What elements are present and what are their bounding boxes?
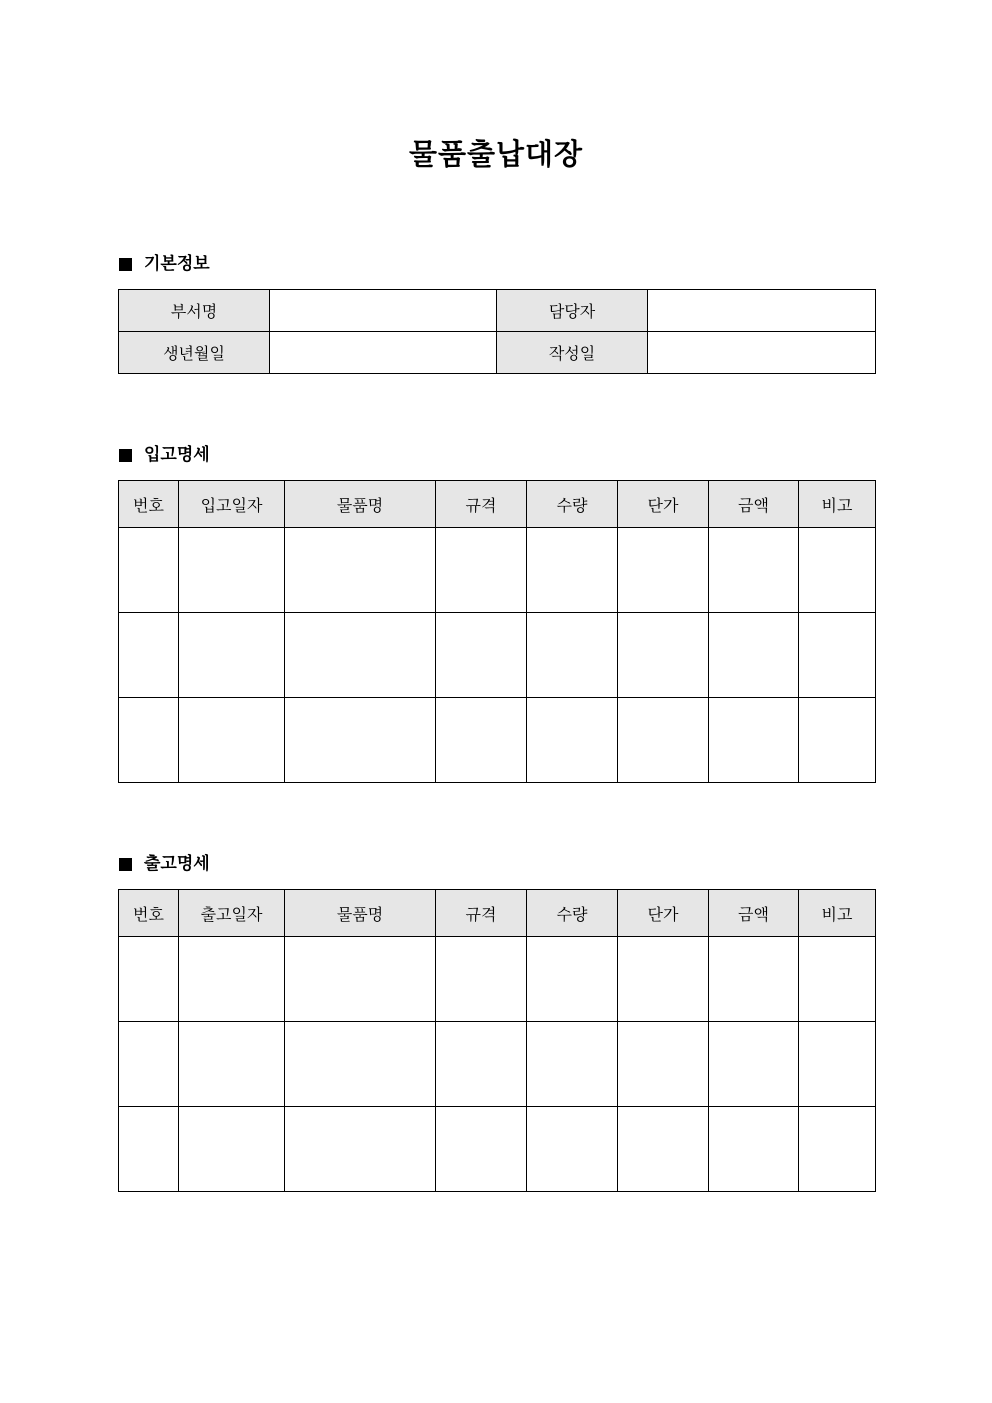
table-cell[interactable] [285, 613, 436, 698]
inbound-heading [119, 444, 210, 466]
table-cell[interactable] [436, 613, 527, 698]
written-date-label: 작성일 [497, 332, 648, 374]
outbound-table [118, 889, 876, 1192]
inbound-table [118, 480, 876, 783]
column-header-spec: 규격 [436, 481, 527, 528]
column-header-number: 번호 [119, 890, 179, 937]
table-cell[interactable] [709, 937, 799, 1022]
table-cell[interactable] [119, 1022, 179, 1107]
table-cell[interactable] [285, 528, 436, 613]
table-cell[interactable] [285, 1022, 436, 1107]
table-cell[interactable] [119, 937, 179, 1022]
table-cell[interactable] [527, 1107, 618, 1192]
table-cell[interactable] [618, 937, 709, 1022]
manager-field[interactable] [648, 290, 876, 332]
basic-info-heading-text: 기본정보 [144, 254, 210, 274]
table-row [119, 290, 876, 332]
table-cell[interactable] [527, 1022, 618, 1107]
table-cell[interactable] [119, 613, 179, 698]
table-cell[interactable] [179, 937, 285, 1022]
birthdate-field[interactable] [270, 332, 497, 374]
department-label: 부서명 [119, 290, 270, 332]
table-header-row [119, 890, 876, 937]
table-row [119, 698, 876, 783]
table-cell[interactable] [119, 528, 179, 613]
table-cell[interactable] [119, 1107, 179, 1192]
table-row [119, 937, 876, 1022]
table-cell[interactable] [618, 1107, 709, 1192]
page-title: 물품출납대장 [408, 137, 584, 171]
column-header-remarks: 비고 [799, 481, 876, 528]
column-header-unit-price: 단가 [618, 890, 709, 937]
black-square-icon [119, 858, 132, 871]
table-cell[interactable] [527, 698, 618, 783]
table-cell[interactable] [436, 937, 527, 1022]
table-cell[interactable] [179, 1022, 285, 1107]
table-cell[interactable] [527, 528, 618, 613]
column-header-number: 번호 [119, 481, 179, 528]
table-row [119, 528, 876, 613]
table-cell[interactable] [436, 1107, 527, 1192]
column-header-remarks: 비고 [799, 890, 876, 937]
column-header-date: 출고일자 [179, 890, 285, 937]
birthdate-label: 생년월일 [119, 332, 270, 374]
column-header-amount: 금액 [709, 481, 799, 528]
table-header-row [119, 481, 876, 528]
table-cell[interactable] [527, 613, 618, 698]
column-header-unit-price: 단가 [618, 481, 709, 528]
table-cell[interactable] [709, 528, 799, 613]
manager-label: 담당자 [497, 290, 648, 332]
column-header-item-name: 물품명 [285, 481, 436, 528]
table-cell[interactable] [436, 698, 527, 783]
written-date-field[interactable] [648, 332, 876, 374]
table-cell[interactable] [179, 1107, 285, 1192]
table-cell[interactable] [119, 698, 179, 783]
table-row [119, 1107, 876, 1192]
table-cell[interactable] [709, 698, 799, 783]
table-cell[interactable] [709, 1107, 799, 1192]
basic-info-table [118, 289, 876, 374]
table-cell[interactable] [285, 937, 436, 1022]
table-cell[interactable] [436, 1022, 527, 1107]
column-header-item-name: 물품명 [285, 890, 436, 937]
column-header-quantity: 수량 [527, 890, 618, 937]
inbound-heading-text: 입고명세 [144, 445, 210, 465]
table-cell[interactable] [799, 528, 876, 613]
table-cell[interactable] [799, 613, 876, 698]
table-row [119, 1022, 876, 1107]
table-cell[interactable] [618, 698, 709, 783]
department-field[interactable] [270, 290, 497, 332]
table-cell[interactable] [179, 698, 285, 783]
table-cell[interactable] [618, 613, 709, 698]
column-header-date: 입고일자 [179, 481, 285, 528]
table-cell[interactable] [618, 528, 709, 613]
outbound-heading [119, 853, 210, 875]
table-row [119, 332, 876, 374]
table-cell[interactable] [527, 937, 618, 1022]
column-header-quantity: 수량 [527, 481, 618, 528]
table-cell[interactable] [285, 698, 436, 783]
table-cell[interactable] [179, 613, 285, 698]
table-cell[interactable] [799, 937, 876, 1022]
basic-info-heading [119, 253, 210, 275]
table-cell[interactable] [799, 698, 876, 783]
table-cell[interactable] [179, 528, 285, 613]
table-row [119, 613, 876, 698]
outbound-heading-text: 출고명세 [144, 854, 210, 874]
table-cell[interactable] [799, 1022, 876, 1107]
column-header-amount: 금액 [709, 890, 799, 937]
table-cell[interactable] [285, 1107, 436, 1192]
black-square-icon [119, 449, 132, 462]
table-cell[interactable] [709, 613, 799, 698]
column-header-spec: 규격 [436, 890, 527, 937]
black-square-icon [119, 258, 132, 271]
table-cell[interactable] [436, 528, 527, 613]
table-cell[interactable] [709, 1022, 799, 1107]
table-cell[interactable] [799, 1107, 876, 1192]
table-cell[interactable] [618, 1022, 709, 1107]
